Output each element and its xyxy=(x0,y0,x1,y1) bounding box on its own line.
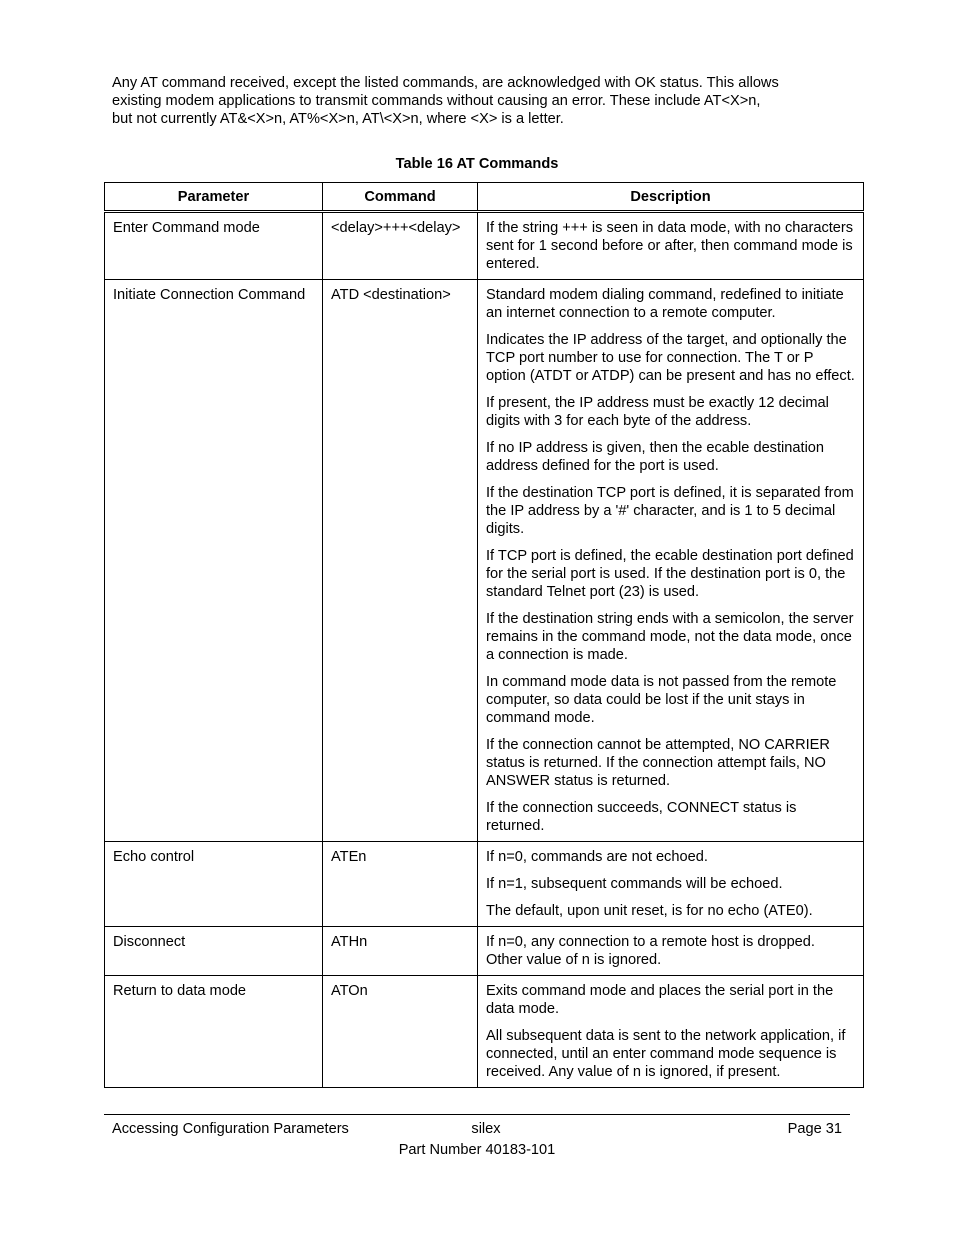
description-cell xyxy=(478,280,864,842)
description-cell xyxy=(478,212,864,280)
intro-line: existing modem applications to transmit commands without causing an error. These include AT<X>n, xyxy=(112,93,761,109)
description-paragraph: If the string +++ is seen in data mode, with no characters sent for 1 second before or after, then command mode is entered. xyxy=(486,220,854,272)
footer-divider xyxy=(104,1114,850,1115)
intro-paragraph xyxy=(112,74,852,128)
description-paragraph: If the destination string ends with a semicolon, the server remains in the command mode, not the data mode, once a connection is made. xyxy=(486,611,854,663)
description-cell xyxy=(478,927,864,976)
parameter-cell: Initiate Connection Command xyxy=(105,280,323,842)
description-cell xyxy=(478,842,864,927)
footer-part-number: Part Number 40183-101 xyxy=(398,1142,556,1158)
description-paragraph: Exits command mode and places the serial port in the data mode. xyxy=(486,983,834,1017)
description-paragraph: In command mode data is not passed from the remote computer, so data could be lost if the unit stays in command mode. xyxy=(486,674,837,726)
description-paragraph: If n=0, any connection to a remote host is dropped. Other value of n is ignored. xyxy=(486,934,815,968)
description-paragraph: If the connection cannot be attempted, NO CARRIER status is returned. If the connection attempt fails, NO ANSWER status is returned. xyxy=(486,737,830,789)
header-parameter: Parameter xyxy=(105,183,323,212)
at-commands-table xyxy=(104,182,864,1088)
parameter-cell: Enter Command mode xyxy=(105,212,323,280)
description-paragraph: The default, upon unit reset, is for no echo (ATE0). xyxy=(486,903,813,919)
table-row xyxy=(105,280,864,842)
footer-page-number: Page 31 xyxy=(787,1121,842,1137)
parameter-cell: Echo control xyxy=(105,842,323,927)
table-row xyxy=(105,842,864,927)
description-paragraph: Indicates the IP address of the target, and optionally the TCP port number to use for connection. The T or P option (ATDT or ATDP) can be present and has no effect. xyxy=(486,332,855,384)
footer-company: silex xyxy=(471,1121,501,1137)
command-cell: ATD <destination> xyxy=(323,280,478,842)
command-cell: ATHn xyxy=(323,927,478,976)
footer-section-title: Accessing Configuration Parameters xyxy=(112,1121,349,1137)
table-caption: Table 16 AT Commands xyxy=(395,156,559,172)
table-row xyxy=(105,927,864,976)
description-paragraph: If TCP port is defined, the ecable destination port defined for the serial port is used. If the destination port is 0, the standard Telnet port (23) is used. xyxy=(486,548,854,600)
description-paragraph: If n=0, commands are not echoed. xyxy=(486,849,708,865)
intro-line: Any AT command received, except the listed commands, are acknowledged with OK status. This allows xyxy=(112,75,779,91)
description-cell xyxy=(478,976,864,1088)
description-paragraph: If the destination TCP port is defined, it is separated from the IP address by a '#' character, and is 1 to 5 decimal digits. xyxy=(486,485,854,537)
description-paragraph: If n=1, subsequent commands will be echoed. xyxy=(486,876,783,892)
header-command: Command xyxy=(323,183,478,212)
description-paragraph: If no IP address is given, then the ecable destination address defined for the port is used. xyxy=(486,440,825,474)
command-cell: ATEn xyxy=(323,842,478,927)
description-paragraph: If the connection succeeds, CONNECT status is returned. xyxy=(486,800,797,834)
parameter-cell: Return to data mode xyxy=(105,976,323,1088)
header-description: Description xyxy=(478,183,864,212)
table-row xyxy=(105,212,864,280)
table-header-row xyxy=(105,183,864,212)
command-cell: <delay>+++<delay> xyxy=(323,212,478,280)
command-cell: ATOn xyxy=(323,976,478,1088)
table-row xyxy=(105,976,864,1088)
description-paragraph: If present, the IP address must be exactly 12 decimal digits with 3 for each byte of the address. xyxy=(486,395,829,429)
description-paragraph: Standard modem dialing command, redefined to initiate an internet connection to a remote computer. xyxy=(486,287,844,321)
parameter-cell: Disconnect xyxy=(105,927,323,976)
description-paragraph: All subsequent data is sent to the network application, if connected, until an enter command mode sequence is received. Any value of n is ignored, if present. xyxy=(486,1028,846,1080)
intro-line: but not currently AT&<X>n, AT%<X>n, AT\<X>n, where <X> is a letter. xyxy=(112,111,564,127)
